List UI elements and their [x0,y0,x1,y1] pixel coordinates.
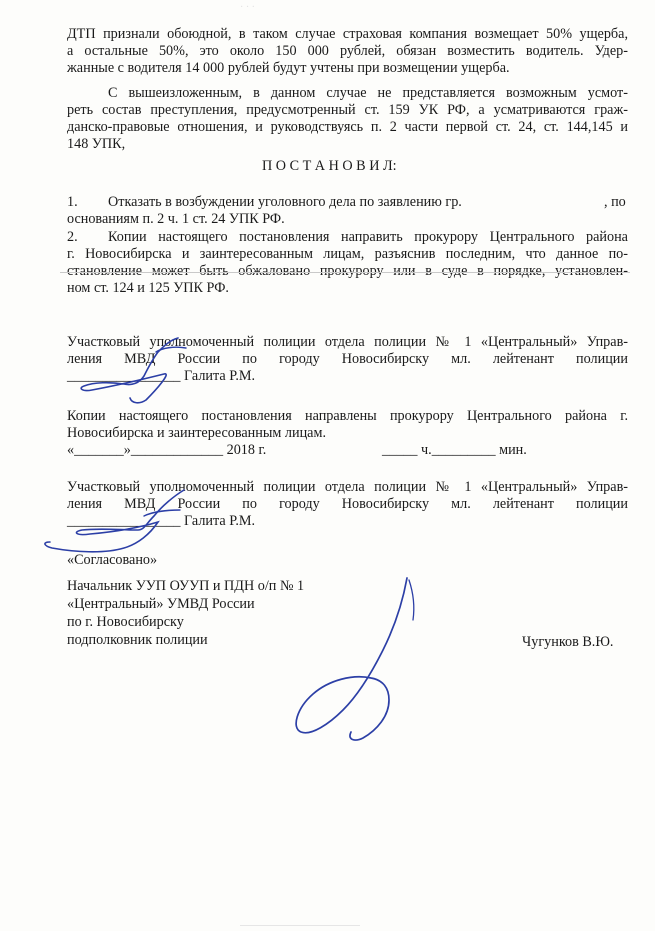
text-line: ДТП признали обоюдной, в таком случае страховая компания возмещает 50% ущерба, [67,26,628,42]
text-line: Начальник УУП ОУУП и ПДН о/п № 1 [67,578,305,594]
text-line: С вышеизложенным, в данном случае не представляется возможным усмот- [108,85,628,101]
approval-label: «Согласовано» [67,552,158,568]
text-line: Участковый уполномоченный полиции отдела полиции № 1 «Центральный» Управ- [67,334,628,350]
redacted-name [508,196,604,209]
text-line: 148 УПК, [67,136,126,152]
date-field: «_______»_____________ 2018 г. [67,442,267,458]
text-line: г. Новосибирска и заинтересованным лицам, разъяснив последним, что данное по- [67,246,628,262]
text-line: ном ст. 124 и 125 УПК РФ. [67,280,229,296]
time-field: _____ ч._________ мин. [382,442,527,458]
text-line: основаниям п. 2 ч. 1 ст. 24 УПК РФ. [67,211,285,227]
text-line: Отказать в возбуждении уголовного дела по заявлению гр. [108,194,462,210]
item-number: 1. [67,194,78,210]
bleed-through-mark: · · · [240,2,255,13]
text-line: ления МВД России по городу Новосибирску мл. лейтенант полиции [67,496,628,512]
approver-name: Чугунков В.Ю. [522,634,614,650]
text-line: Участковый уполномоченный полиции отдела полиции № 1 «Центральный» Управ- [67,479,628,495]
handwritten-signature-approver [285,570,445,750]
text-line: подполковник полиции [67,632,208,648]
text-line: «Центральный» УМВД России [67,596,255,612]
resolution-heading: П О С Т А Н О В И Л: [262,158,397,174]
scan-artifact-line [240,925,360,926]
text-line: жанные с водителя 14 000 рублей будут учтены при возмещении ущерба. [67,60,510,76]
text-line: а остальные 50%, это около 150 000 рублей, обязан возместить водитель. Удер- [67,43,628,59]
text-line: Копии настоящего постановления направить прокурору Центрального района [108,229,628,245]
text-line: ________________ Галита Р.М. [67,368,256,384]
text-line: Новосибирска и заинтересованным лицам. [67,425,326,441]
text-line: реть состав преступления, предусмотренный ст. 159 УК РФ, а усматриваются граж- [67,102,628,118]
text-line: , по [604,194,626,210]
text-line: ления МВД России по городу Новосибирску мл. лейтенант полиции [67,351,628,367]
text-line: становление может быть обжаловано прокурору или в суде в порядке, установлен- [67,263,628,279]
text-line: данско-правовые отношения, и руководствуясь п. 2 части первой ст. 24, ст. 144,145 и [67,119,628,135]
scan-artifact-line [60,272,630,273]
text-line: по г. Новосибирску [67,614,184,630]
text-line: ________________ Галита Р.М. [67,513,256,529]
text-line: Копии настоящего постановления направлены прокурору Центрального района г. [67,408,628,424]
item-number: 2. [67,229,78,245]
